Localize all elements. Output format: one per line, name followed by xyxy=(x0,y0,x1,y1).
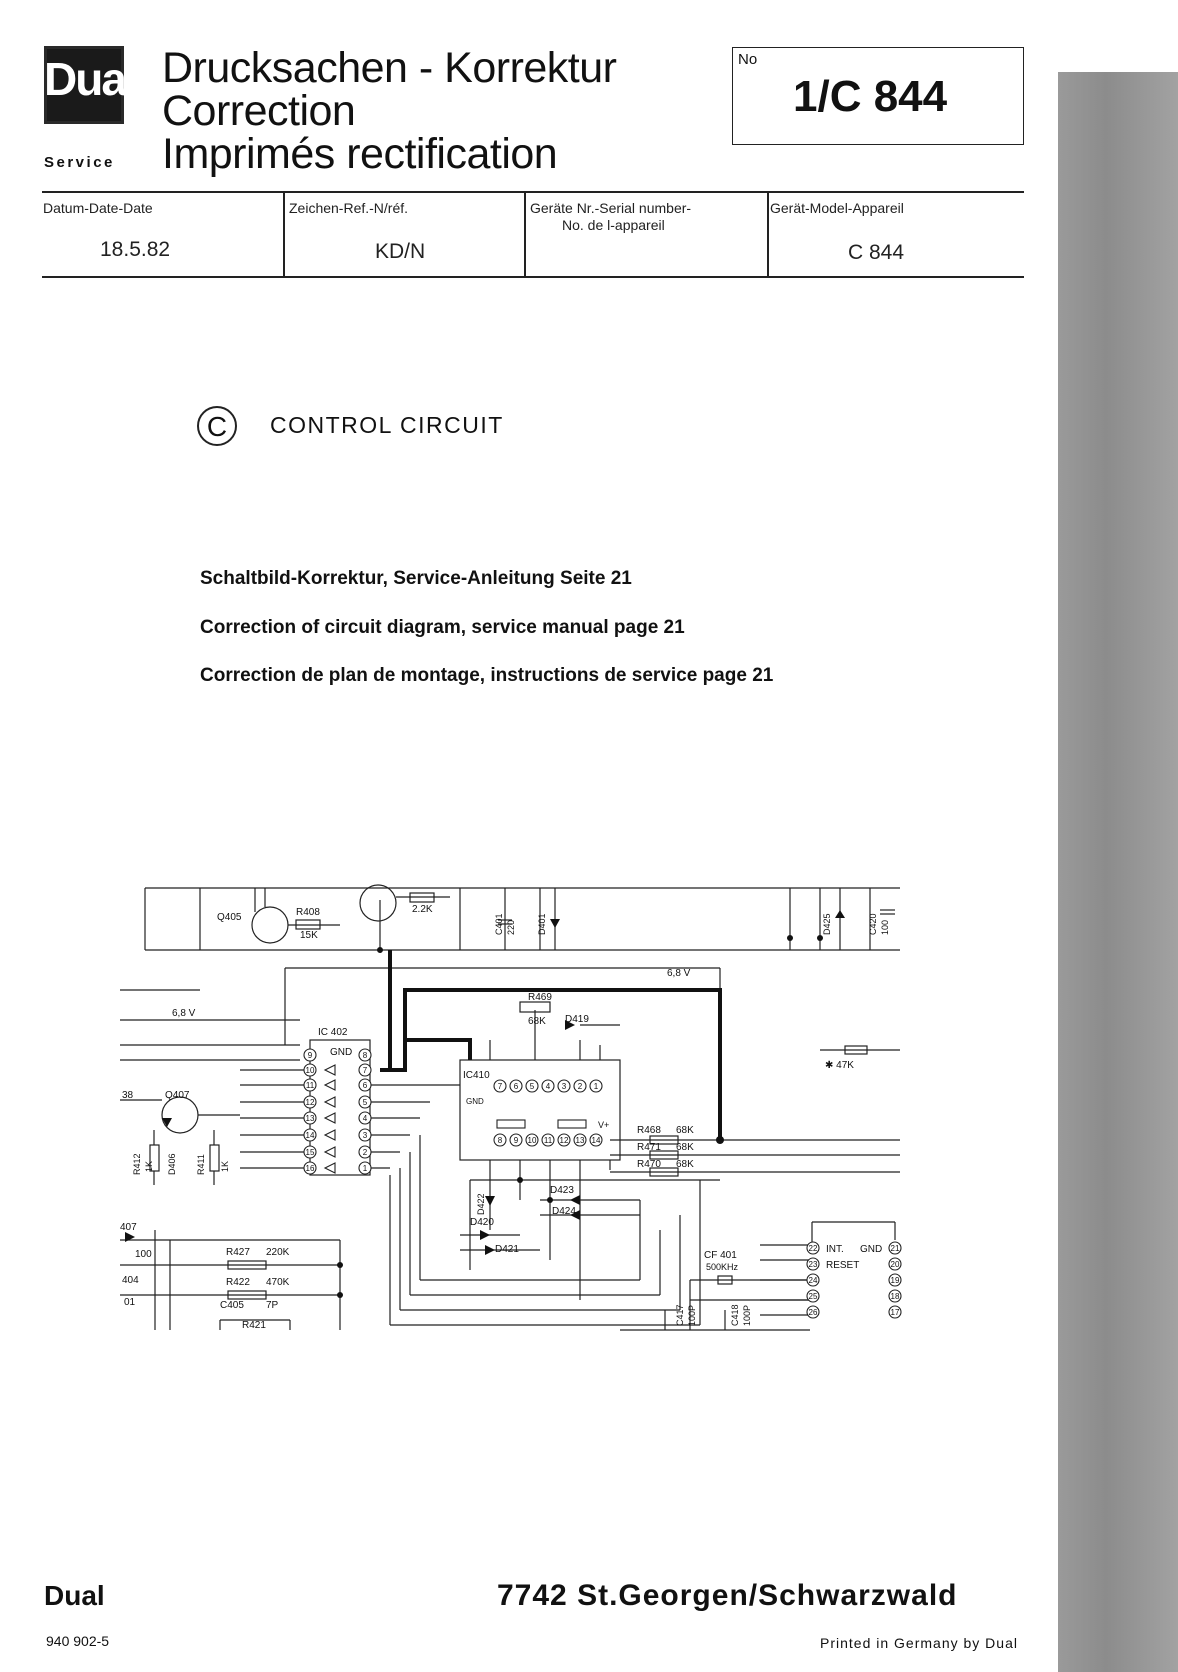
svg-text:13: 13 xyxy=(305,1114,315,1123)
section-title: CONTROL CIRCUIT xyxy=(270,412,504,438)
svg-text:R468: R468 xyxy=(637,1125,661,1136)
svg-text:R422: R422 xyxy=(226,1277,250,1288)
svg-text:26: 26 xyxy=(808,1308,818,1317)
service-label: Service xyxy=(44,154,115,171)
model-label: Gerät-Model-Appareil xyxy=(770,200,904,216)
svg-text:4: 4 xyxy=(362,1114,368,1123)
svg-text:01: 01 xyxy=(124,1297,136,1308)
ref-label: Zeichen-Ref.-N/réf. xyxy=(289,200,409,216)
no-label: No xyxy=(738,51,758,68)
svg-text:7: 7 xyxy=(362,1066,368,1075)
title-english: Correction xyxy=(162,87,356,135)
svg-text:38: 38 xyxy=(122,1090,134,1101)
svg-text:3: 3 xyxy=(362,1131,368,1140)
svg-text:C401: C401 xyxy=(494,913,504,935)
svg-text:6,8 V: 6,8 V xyxy=(172,1008,196,1019)
svg-text:R427: R427 xyxy=(226,1247,250,1258)
footer-address: 7742 St.Georgen/Schwarzwald xyxy=(497,1579,958,1612)
svg-text:D401: D401 xyxy=(537,913,547,935)
svg-text:5: 5 xyxy=(362,1098,368,1107)
serial-label: Geräte Nr.-Serial number- xyxy=(530,200,692,216)
svg-text:24: 24 xyxy=(808,1276,818,1285)
diode-d420-symbol xyxy=(480,1230,490,1240)
svg-text:220: 220 xyxy=(506,919,516,935)
svg-text:404: 404 xyxy=(122,1275,139,1286)
svg-text:23: 23 xyxy=(808,1260,818,1269)
svg-text:Q405: Q405 xyxy=(217,912,242,923)
diode-d422-symbol xyxy=(485,1196,495,1206)
logo-text: Dual xyxy=(44,53,136,105)
svg-text:68K: 68K xyxy=(676,1142,694,1153)
svg-text:RESET: RESET xyxy=(826,1260,860,1271)
svg-text:R469: R469 xyxy=(528,992,552,1003)
svg-text:GND: GND xyxy=(466,1097,484,1106)
svg-text:14: 14 xyxy=(305,1131,315,1140)
svg-text:IC 402: IC 402 xyxy=(318,1027,348,1038)
svg-text:C420: C420 xyxy=(868,913,878,935)
svg-text:8: 8 xyxy=(362,1051,368,1060)
section-badge: C xyxy=(197,406,237,446)
title-german: Drucksachen - Korrektur xyxy=(162,44,617,92)
svg-text:D421: D421 xyxy=(495,1244,519,1255)
svg-text:1: 1 xyxy=(362,1164,368,1173)
date-value: 18.5.82 xyxy=(100,238,171,261)
svg-text:V+: V+ xyxy=(598,1120,610,1130)
svg-text:C418: C418 xyxy=(730,1304,740,1326)
svg-text:R470: R470 xyxy=(637,1159,661,1170)
svg-text:100: 100 xyxy=(135,1249,152,1260)
svg-text:15: 15 xyxy=(305,1148,315,1157)
svg-text:407: 407 xyxy=(120,1222,137,1233)
svg-text:16: 16 xyxy=(305,1164,315,1173)
svg-text:INT.: INT. xyxy=(826,1244,844,1255)
svg-text:11: 11 xyxy=(543,1136,553,1145)
svg-text:68K: 68K xyxy=(676,1159,694,1170)
svg-text:25: 25 xyxy=(808,1292,818,1301)
svg-text:100P: 100P xyxy=(742,1304,752,1326)
diode-d421-symbol xyxy=(485,1245,495,1255)
svg-text:2: 2 xyxy=(577,1082,583,1091)
svg-text:R411: R411 xyxy=(196,1154,206,1175)
svg-text:470K: 470K xyxy=(266,1277,290,1288)
svg-text:1: 1 xyxy=(593,1082,599,1091)
correction-text-german: Schaltbild-Korrektur, Service-Anleitung Seite 21 xyxy=(200,568,632,589)
svg-text:GND: GND xyxy=(330,1047,353,1058)
svg-text:GND: GND xyxy=(860,1244,883,1255)
model-value: C 844 xyxy=(848,241,905,264)
svg-text:3: 3 xyxy=(561,1082,567,1091)
svg-text:12: 12 xyxy=(305,1098,315,1107)
svg-text:R471: R471 xyxy=(637,1142,661,1153)
diode-d423-symbol xyxy=(570,1195,580,1205)
svg-text:100P: 100P xyxy=(687,1304,697,1326)
svg-text:20: 20 xyxy=(890,1260,900,1269)
svg-text:12: 12 xyxy=(559,1136,569,1145)
document-number: 1/C 844 xyxy=(793,72,948,121)
correction-text-english: Correction of circuit diagram, service manual page 21 xyxy=(200,617,685,638)
svg-text:2.2K: 2.2K xyxy=(412,904,433,915)
svg-text:D419: D419 xyxy=(565,1014,589,1025)
svg-text:11: 11 xyxy=(305,1081,315,1090)
diode-d401-symbol xyxy=(550,919,560,928)
svg-text:6: 6 xyxy=(513,1082,519,1091)
svg-text:6,8 V: 6,8 V xyxy=(667,968,691,979)
svg-text:68K: 68K xyxy=(528,1016,546,1027)
svg-text:2: 2 xyxy=(362,1148,368,1157)
svg-text:100: 100 xyxy=(880,919,890,935)
svg-text:10: 10 xyxy=(305,1066,315,1075)
svg-text:R412: R412 xyxy=(132,1153,142,1175)
date-label: Datum-Date-Date xyxy=(43,200,153,216)
serial-label-2: No. de l-appareil xyxy=(562,217,665,233)
svg-text:14: 14 xyxy=(591,1136,601,1145)
svg-text:15K: 15K xyxy=(300,930,318,941)
svg-text:1K: 1K xyxy=(220,1160,230,1172)
svg-text:6: 6 xyxy=(362,1081,368,1090)
svg-text:18: 18 xyxy=(890,1292,900,1301)
correction-text-french: Correction de plan de montage, instructions de service page 21 xyxy=(200,665,774,686)
svg-text:9: 9 xyxy=(307,1051,313,1060)
svg-text:CF 401: CF 401 xyxy=(704,1250,737,1261)
footer-code: 940 902-5 xyxy=(46,1633,110,1649)
ref-value: KD/N xyxy=(375,240,426,263)
svg-text:4: 4 xyxy=(545,1082,551,1091)
svg-text:R421: R421 xyxy=(242,1320,266,1331)
svg-text:19: 19 xyxy=(890,1276,900,1285)
svg-text:500KHz: 500KHz xyxy=(706,1262,739,1272)
svg-text:D425: D425 xyxy=(822,913,832,935)
svg-text:D424: D424 xyxy=(552,1206,576,1217)
svg-text:22: 22 xyxy=(808,1244,818,1253)
svg-text:R408: R408 xyxy=(296,907,320,918)
svg-text:C405: C405 xyxy=(220,1300,244,1311)
svg-text:Q407: Q407 xyxy=(165,1090,190,1101)
svg-text:68K: 68K xyxy=(676,1125,694,1136)
svg-text:D422: D422 xyxy=(476,1193,486,1215)
svg-text:✱ 47K: ✱ 47K xyxy=(825,1060,854,1071)
svg-text:10: 10 xyxy=(527,1136,537,1145)
svg-text:21: 21 xyxy=(890,1244,900,1253)
diode-d425-symbol xyxy=(835,910,845,918)
svg-text:D420: D420 xyxy=(470,1217,494,1228)
svg-text:17: 17 xyxy=(890,1308,900,1317)
svg-text:7P: 7P xyxy=(266,1300,279,1311)
svg-text:D423: D423 xyxy=(550,1185,574,1196)
svg-text:C417: C417 xyxy=(675,1304,685,1326)
svg-text:9: 9 xyxy=(513,1136,519,1145)
svg-text:7: 7 xyxy=(497,1082,503,1091)
footer-brand: Dual xyxy=(44,1580,105,1611)
svg-text:IC410: IC410 xyxy=(463,1070,490,1081)
svg-text:8: 8 xyxy=(497,1136,503,1145)
svg-text:5: 5 xyxy=(529,1082,535,1091)
svg-text:220K: 220K xyxy=(266,1247,290,1258)
footer-printed: Printed in Germany by Dual xyxy=(820,1635,1018,1651)
svg-text:13: 13 xyxy=(575,1136,585,1145)
svg-text:D406: D406 xyxy=(167,1153,177,1175)
title-french: Imprimés rectification xyxy=(162,130,558,178)
svg-text:1K: 1K xyxy=(144,1160,154,1172)
